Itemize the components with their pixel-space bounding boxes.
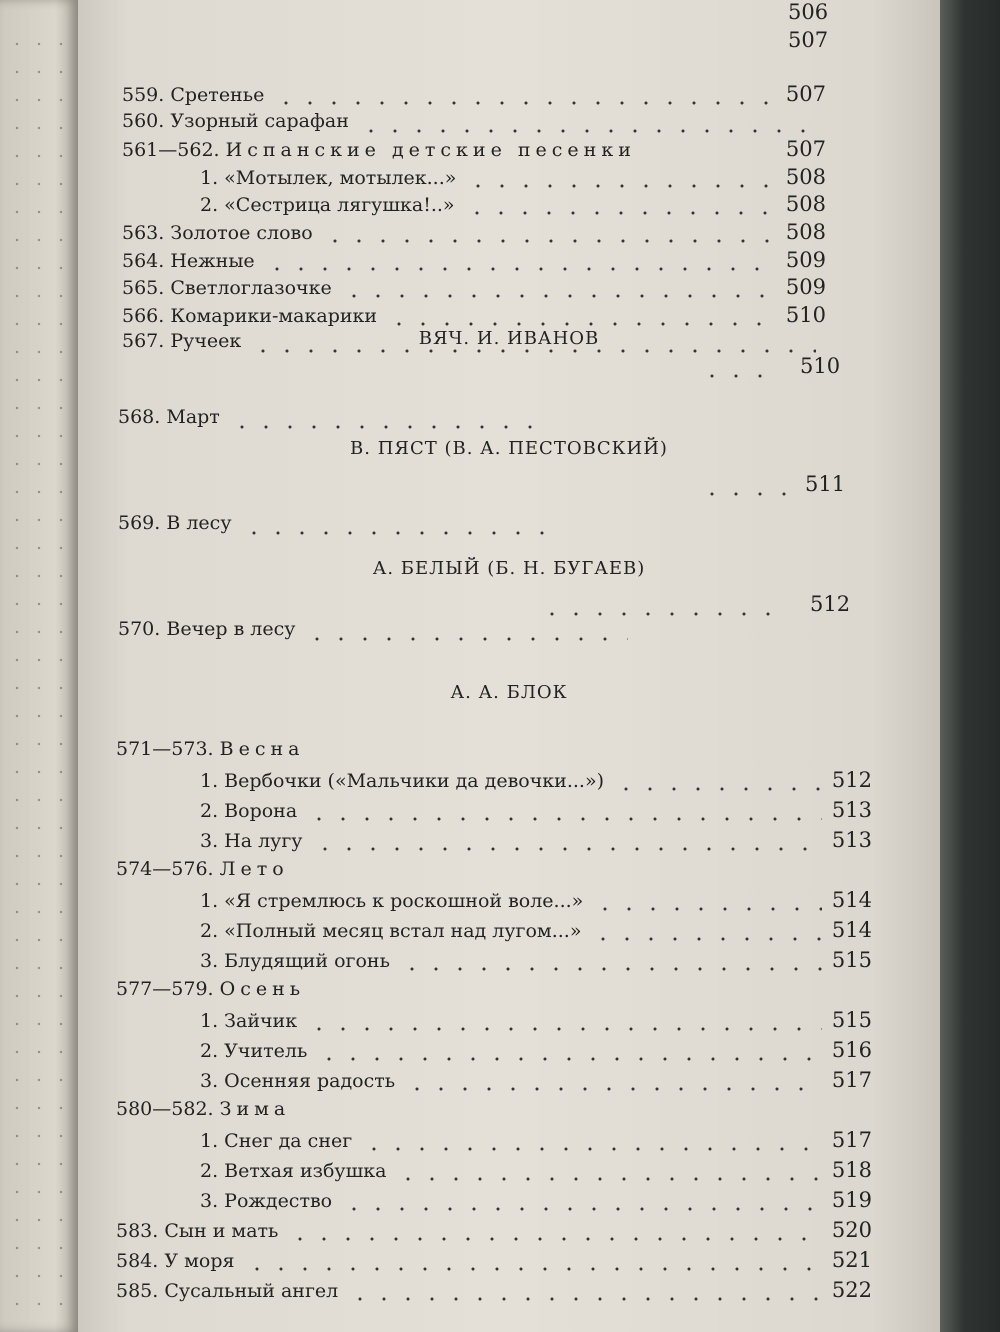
dot-leader [387,322,776,326]
entry-title: Сын и мать [164,1220,279,1242]
entry-title: Светлоглазочке [170,277,332,300]
entry-title: Весна [219,738,305,760]
page-number: 521 [831,1248,872,1272]
entry-number: 559. [122,84,165,106]
entry-number: 564. [122,249,165,272]
toc-entry [200,768,872,798]
entry-title: 1. Вербочки («Мальчики да девочки...») [200,770,604,792]
toc-entry [200,888,872,918]
toc-entry [122,137,826,167]
dot-leader [540,612,790,616]
entry-title: Сусальный ангел [164,1280,339,1302]
page-number: 515 [831,948,872,972]
entry-number: 585. [116,1280,159,1302]
entry-title: 3. На лугу [200,830,303,852]
author-heading: ВЯЧ. И. ИВАНОВ [418,328,600,349]
entry-title: Сретенье [170,84,265,106]
entry-title: В лесу [166,512,232,534]
dot-leader [359,129,816,133]
page-number: 512 [810,592,851,616]
toc-entry [200,828,872,858]
page-number: 508 [785,220,826,244]
page-number: 514 [831,888,872,912]
dot-leader [230,425,548,429]
dot-leader [614,787,822,791]
entry-title: 1. «Мотылек, мотылек...» [200,166,457,189]
dot-leader [362,1147,822,1151]
entry-title: Комарики-макарики [170,304,378,327]
dot-leader [465,211,776,215]
page-number: 513 [831,828,872,852]
entry-title: Узорный сарафан [170,109,349,132]
dot-leader [591,937,821,941]
author-heading: А. А. БЛОК [450,682,568,703]
entry-title: 3. Блудящий огонь [200,950,390,972]
dot-leader [400,967,822,971]
toc-entry [200,1188,872,1218]
page-number: 513 [831,798,872,822]
page-number: 507 [788,28,829,52]
entry-title: Золотое слово [170,222,313,244]
entry-title: Испанские детские песенки [225,139,636,162]
toc-entry [116,978,872,1008]
dot-leader [593,907,822,911]
entry-number: 563. [122,222,165,244]
dot-leader [274,101,776,105]
entry-title: 3. Осенняя радость [200,1070,396,1092]
entry-number: 569. [118,512,161,534]
toc-entry [116,1248,872,1278]
dot-leader [307,817,822,821]
entry-title: Март [166,406,220,428]
entry-title: Лето [219,858,289,880]
page-number: 515 [831,1008,872,1032]
entry-title: 2. Ветхая избушка [200,1160,387,1182]
toc-entry [200,798,872,828]
entry-title: 1. Снег да снег [200,1130,353,1152]
entry-number: 566. [122,304,165,327]
page-number: 517 [831,1128,872,1152]
entry-number: 568. [118,406,161,428]
page-number: 512 [831,768,872,792]
entry-number: 571—573. [116,738,214,760]
toc-entry [200,1128,872,1158]
toc-entry [118,512,568,542]
entry-title: Осень [219,978,306,1000]
dot-leader [396,1177,821,1181]
dot-leader [323,239,776,243]
page-number: 522 [831,1278,872,1302]
entry-title: Нежные [170,249,255,272]
entry-title: 1. Зайчик [200,1010,298,1032]
entry-title: 2. «Полный месяц встал над лугом...» [200,920,582,942]
toc-entry [200,1008,872,1038]
toc-entry [200,948,872,978]
toc-entry [116,1218,872,1248]
entry-number: 584. [116,1250,159,1272]
entry-number: 570. [118,618,161,640]
entry-title: Зима [219,1098,291,1120]
entry-number: 560. [122,109,165,132]
dot-leader [307,1027,822,1031]
page-number: 508 [785,164,826,189]
page-number: 510 [785,302,826,327]
toc-entry [118,618,638,648]
dot-leader [251,349,816,353]
toc-entry [118,406,558,436]
toc-entry [116,1278,872,1308]
page-number: 517 [831,1068,872,1092]
entry-number: 567. [122,330,165,353]
page-number: 506 [788,0,829,24]
toc-entry [116,738,872,768]
entry-title: 2. Учитель [200,1040,308,1062]
toc-entry [122,82,826,112]
toc-entry [200,1038,872,1068]
page-number: 507 [785,82,826,106]
entry-number: 561—562. [122,139,220,162]
page-number: 509 [785,247,826,272]
toc-entry [122,248,826,278]
entry-number: 574—576. [116,858,214,880]
page-number: 508 [785,192,826,217]
dot-leader [342,294,776,298]
page-number: 509 [785,275,826,300]
entry-number: 583. [116,1220,159,1242]
toc-entry [122,110,826,140]
dot-leader [288,1237,822,1241]
entry-title: 3. Рождество [200,1190,333,1212]
toc-entry [200,1068,872,1098]
page-number: 516 [831,1038,872,1062]
toc-entry [116,858,872,888]
dot-leader [700,374,780,378]
entry-title: Ручеек [170,330,242,353]
page-number: 507 [785,137,826,162]
dot-leader [305,637,628,641]
dot-leader [242,531,559,535]
entry-number: 580—582. [116,1098,214,1120]
author-heading: А. БЕЛЫЙ (Б. Н. БУГАЕВ) [372,558,646,579]
page-number: 518 [831,1158,872,1182]
entry-title: 2. «Сестрица лягушка!..» [200,194,455,217]
dot-leader [245,1267,822,1271]
page-number: 514 [831,918,872,942]
page-number: 511 [805,472,846,496]
toc-entry [200,1158,872,1188]
dot-leader [700,492,790,496]
page-number: 520 [831,1218,872,1242]
dot-leader [313,847,822,851]
author-heading: В. ПЯСТ (В. А. ПЕСТОВСКИЙ) [350,438,668,459]
toc-entry [200,165,826,195]
toc-entry [200,918,872,948]
entry-title: 2. Ворона [200,800,298,822]
dot-leader [466,184,776,188]
left-page-dots [6,30,66,1310]
dot-leader [348,1297,822,1301]
entry-number: 565. [122,277,165,300]
left-page [0,0,78,1332]
dot-leader [265,267,776,271]
dot-leader [317,1057,822,1061]
toc-entry [122,275,826,305]
dot-leader [342,1207,822,1211]
toc-entry [116,1098,872,1128]
toc-entry [200,192,826,222]
page-number: 519 [831,1188,872,1212]
dot-leader [405,1087,822,1091]
entry-number: 577—579. [116,978,214,1000]
page-number: 510 [800,354,841,378]
entry-title: Вечер в лесу [166,618,296,640]
book-cover-edge [940,0,1000,1332]
toc-entry [122,220,826,250]
entry-title: У моря [164,1250,235,1272]
entry-title: 1. «Я стремлюсь к роскошной воле...» [200,890,584,912]
